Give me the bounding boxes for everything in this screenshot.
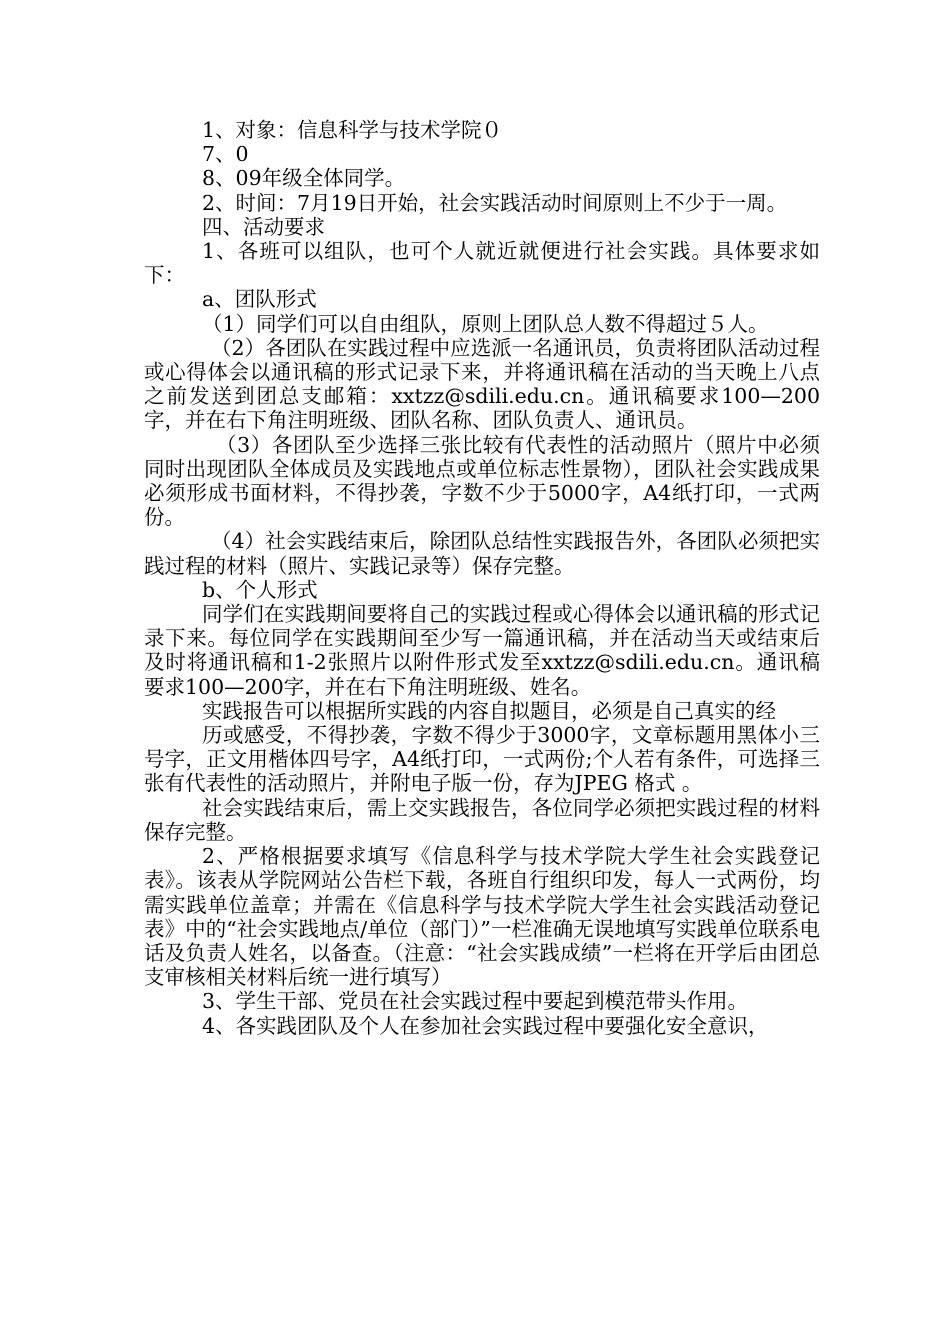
subheading-individual-form: b、个人形式 [202,577,318,602]
paragraph-team-3: （3）各团队至少选择三张比较有代表性的活动照片（照片中必须同时出现团队全体成员及实践地点或单位标志性景物），团队社会实践成果必须形成书面材料，不得抄袭，字数不少于5000字，A4纸打印，一式两份。 [144,432,820,530]
subheading-team-form: a、团队形式 [202,287,317,312]
paragraph-requirement-1: 1、各班可以组队，也可个人就近就便进行社会实践。具体要求如下： [144,239,820,288]
paragraph-report-2: 历或感受，不得抄袭，字数不得少于3000字，文章标题用黑体小三号字，正文用楷体四号字，A4纸打印，一式两份;个人若有条件，可选择三张有代表性的活动照片，并附电子版一份，存为JPEG 格式 。 [144,723,820,796]
paragraph-report-1: 实践报告可以根据所实践的内容自拟题目，必须是自己真实的经 [202,698,776,723]
paragraph-report-3: 社会实践结束后，需上交实践报告，各位同学必须把实践过程的材料保存完整。 [144,795,820,844]
paragraph-team-4: （4）社会实践结束后，除团队总结性实践报告外，各团队必须把实践过程的材料（照片、实践记录等）保存完整。 [144,529,820,578]
paragraph-requirement-3: 3、学生干部、党员在社会实践过程中要起到模范带头作用。 [202,989,749,1014]
document-body [144,118,820,1038]
paragraph-requirement-4: 4、各实践团队及个人在参加社会实践过程中要强化安全意识， [202,1013,769,1038]
paragraph-target-cont-1: 7、0 [202,142,249,167]
section-heading-requirements: 四、活动要求 [202,214,325,239]
paragraph-target-cont-2: 8、09年级全体同学。 [202,166,406,191]
paragraph-team-2: （2）各团队在实践过程中应选派一名通讯员，负责将团队活动过程或心得体会以通讯稿的形式记录下来，并将通讯稿在活动的当天晚上八点之前发送到团总支邮箱：xxtzz@sdili.edu.cn。通讯稿要求100—200字，并在右下角注明班级、团队名称、团队负责人、通讯员。 [144,335,820,433]
paragraph-target: 1、对象：信息科学与技术学院０ [202,118,503,142]
paragraph-requirement-2: 2、严格根据要求填写《信息科学与技术学院大学生社会实践登记表》。该表从学院网站公告栏下载，各班自行组织印发，每人一式两份，均需实践单位盖章；并需在《信息科学与技术学院大学生社会实践活动登记表》中的“社会实践地点/单位（部门）”一栏准确无误地填写实践单位联系电话及负责人姓名，以备查。（注意：“社会实践成绩”一栏将在开学后由团总支审核相关材料后统一进行填写） [144,844,820,990]
paragraph-team-1: （1）同学们可以自由组队，原则上团队总人数不得超过５人。 [202,311,769,336]
paragraph-time: 2、时间：7月19日开始，社会实践活动时间原则上不少于一周。 [202,190,788,215]
paragraph-individual-1: 同学们在实践期间要将自己的实践过程或心得体会以通讯稿的形式记录下来。每位同学在实践期间至少写一篇通讯稿，并在活动当天或结束后及时将通讯稿和1-2张照片以附件形式发至xxtzz@sdili.edu.cn。通讯稿要求100—200字，并在右下角注明班级、姓名。 [144,602,820,699]
